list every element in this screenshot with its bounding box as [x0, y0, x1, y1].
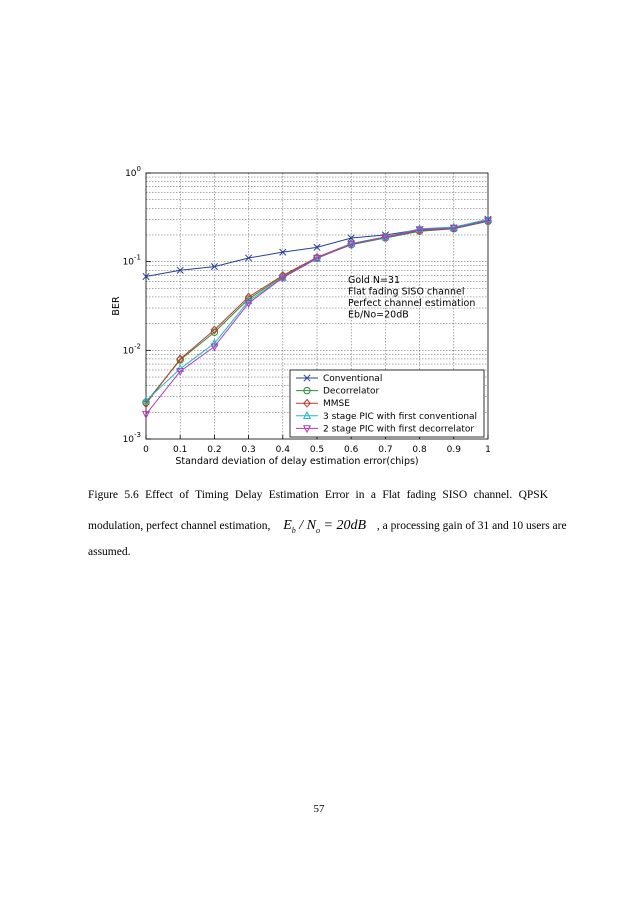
- y-tick-label: $10^{-3}$: [122, 431, 141, 445]
- chart-svg: [100, 150, 500, 475]
- chart-annotation: Perfect channel estimation: [348, 298, 476, 309]
- chart-legend: [290, 370, 484, 437]
- caption-text-post: , a processing gain of 31 and 10 users are: [376, 520, 567, 532]
- legend-entry: Decorrelator: [323, 386, 380, 397]
- figure-caption-line-3: assumed.: [88, 546, 131, 558]
- y-axis-label: BER: [111, 296, 122, 316]
- x-tick-label: 0: [143, 445, 149, 455]
- x-axis-label: Standard deviation of delay estimation error(chips): [175, 456, 419, 467]
- x-tick-label: 0.4: [275, 445, 290, 455]
- x-tick-label: 0.6: [344, 445, 359, 455]
- page-number: 57: [313, 803, 325, 815]
- formula-rhs: = 20dB: [320, 518, 367, 533]
- formula-sub-o: o: [316, 525, 321, 535]
- legend-entry: MMSE: [323, 399, 350, 410]
- chart-annotation: Gold N=31: [348, 275, 401, 286]
- x-tick-label: 0.1: [173, 445, 188, 455]
- y-tick-label: $10^{-2}$: [122, 342, 141, 357]
- chart-annotation: Eb/No=20dB: [348, 309, 409, 321]
- x-tick-label: 0.2: [207, 445, 222, 455]
- x-tick-label: 1: [485, 445, 491, 455]
- legend-entry: 3 stage PIC with first conventional: [323, 411, 478, 422]
- x-tick-label: 0.5: [309, 445, 325, 455]
- formula-mid: / N: [295, 518, 317, 533]
- chart-annotations: [348, 275, 475, 321]
- legend-entry: 2 stage PIC with first decorrelator: [323, 424, 475, 435]
- formula-e: E: [283, 518, 292, 533]
- x-tick-label: 0.3: [241, 445, 256, 455]
- figure-caption-line-1: Figure 5.6 Effect of Timing Delay Estimation Error in a Flat fading SISO channel. QPSK: [88, 489, 548, 501]
- y-tick-label: $10^0$: [125, 165, 141, 179]
- ber-chart: [100, 150, 500, 475]
- x-tick-label: 0.8: [412, 445, 427, 455]
- chart-annotation: Flat fading SISO channel: [348, 286, 465, 298]
- x-tick-label: 0.9: [446, 445, 461, 455]
- ebno-formula: [283, 518, 366, 533]
- formula-sub-b: b: [291, 525, 296, 535]
- caption-text-pre: modulation, perfect channel estimation,: [88, 520, 271, 532]
- figure-caption-line-2: [88, 518, 567, 538]
- y-tick-label: $10^{-1}$: [122, 253, 141, 268]
- legend-entry: Conventional: [323, 374, 383, 384]
- x-tick-label: 0.7: [378, 445, 393, 455]
